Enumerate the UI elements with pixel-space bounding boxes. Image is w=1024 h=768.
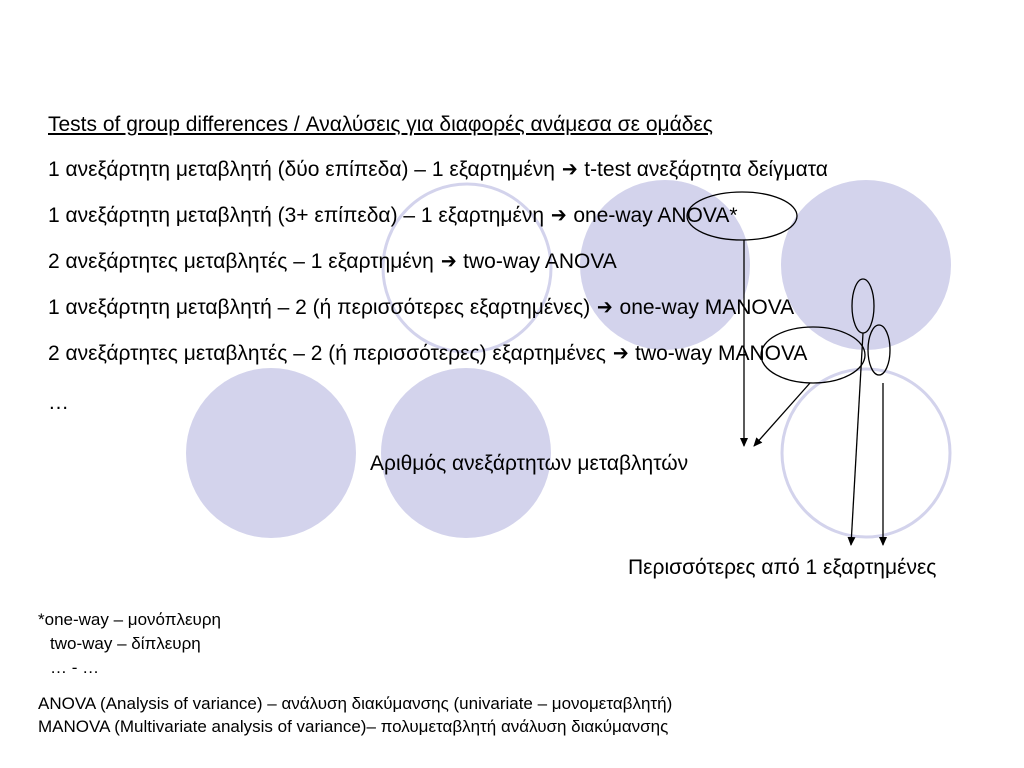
definition-anova: ANOVA (Analysis of variance) – ανάλυση διακύμανσης (univariate – μονομεταβλητή): [38, 694, 673, 713]
arrow-to-dependent-label-1: [851, 333, 863, 545]
ellipsis-row: …: [48, 391, 69, 414]
row-3-test: two-way ANOVA: [463, 250, 617, 273]
right-arrow-icon: ➔: [561, 158, 578, 181]
footnote-two-way: two-way – δίπλευρη: [50, 634, 201, 653]
footnote-one-way: *one-way – μονόπλευρη: [38, 610, 221, 629]
twoway-highlight-ellipse: [761, 327, 865, 383]
row-4-condition: 1 ανεξάρτητη μεταβλητή – 2 (ή περισσότερες εξαρτημένες): [48, 296, 591, 319]
definition-manova: MANOVA (Multivariate analysis of variance)– πολυμεταβλητή ανάλυση διακύμανσης: [38, 717, 669, 736]
manova-m-highlight-ellipse-2: [868, 325, 890, 375]
row-1-condition: 1 ανεξάρτητη μεταβλητή (δύο επίπεδα) – 1 εξαρτημένη: [48, 158, 555, 181]
row-5-test: two-way MANOVA: [635, 342, 808, 365]
row-1-test: t-test ανεξάρτητα δείγματα: [584, 158, 828, 181]
multiple-dependent-label: Περισσότερες από 1 εξαρτημένες: [628, 556, 937, 579]
row-4-test: one-way MANOVA: [619, 296, 795, 319]
independent-count-label: Αριθμός ανεξάρτητων μεταβλητών: [370, 452, 689, 475]
slide-heading: Tests of group differences / Αναλύσεις για διαφορές ανάμεσα σε ομάδες: [48, 113, 713, 136]
row-2-test: one-way ANOVA*: [573, 204, 738, 227]
right-arrow-icon: ➔: [550, 204, 567, 227]
right-arrow-icon: ➔: [440, 250, 457, 273]
right-arrow-icon: ➔: [596, 296, 613, 319]
right-arrow-icon: ➔: [612, 342, 629, 365]
row-3-condition: 2 ανεξάρτητες μεταβλητές – 1 εξαρτημένη: [48, 250, 434, 273]
arrow-to-independent-label-2: [754, 383, 810, 446]
row-5-condition: 2 ανεξάρτητες μεταβλητές – 2 (ή περισσότερες) εξαρτημένες: [48, 342, 606, 365]
row-2-condition: 1 ανεξάρτητη μεταβλητή (3+ επίπεδα) – 1 εξαρτημένη: [48, 204, 545, 227]
manova-m-highlight-ellipse-1: [852, 279, 874, 333]
footnote-ellipsis: … - …: [50, 658, 100, 677]
oneway-highlight-ellipse: [687, 192, 797, 240]
